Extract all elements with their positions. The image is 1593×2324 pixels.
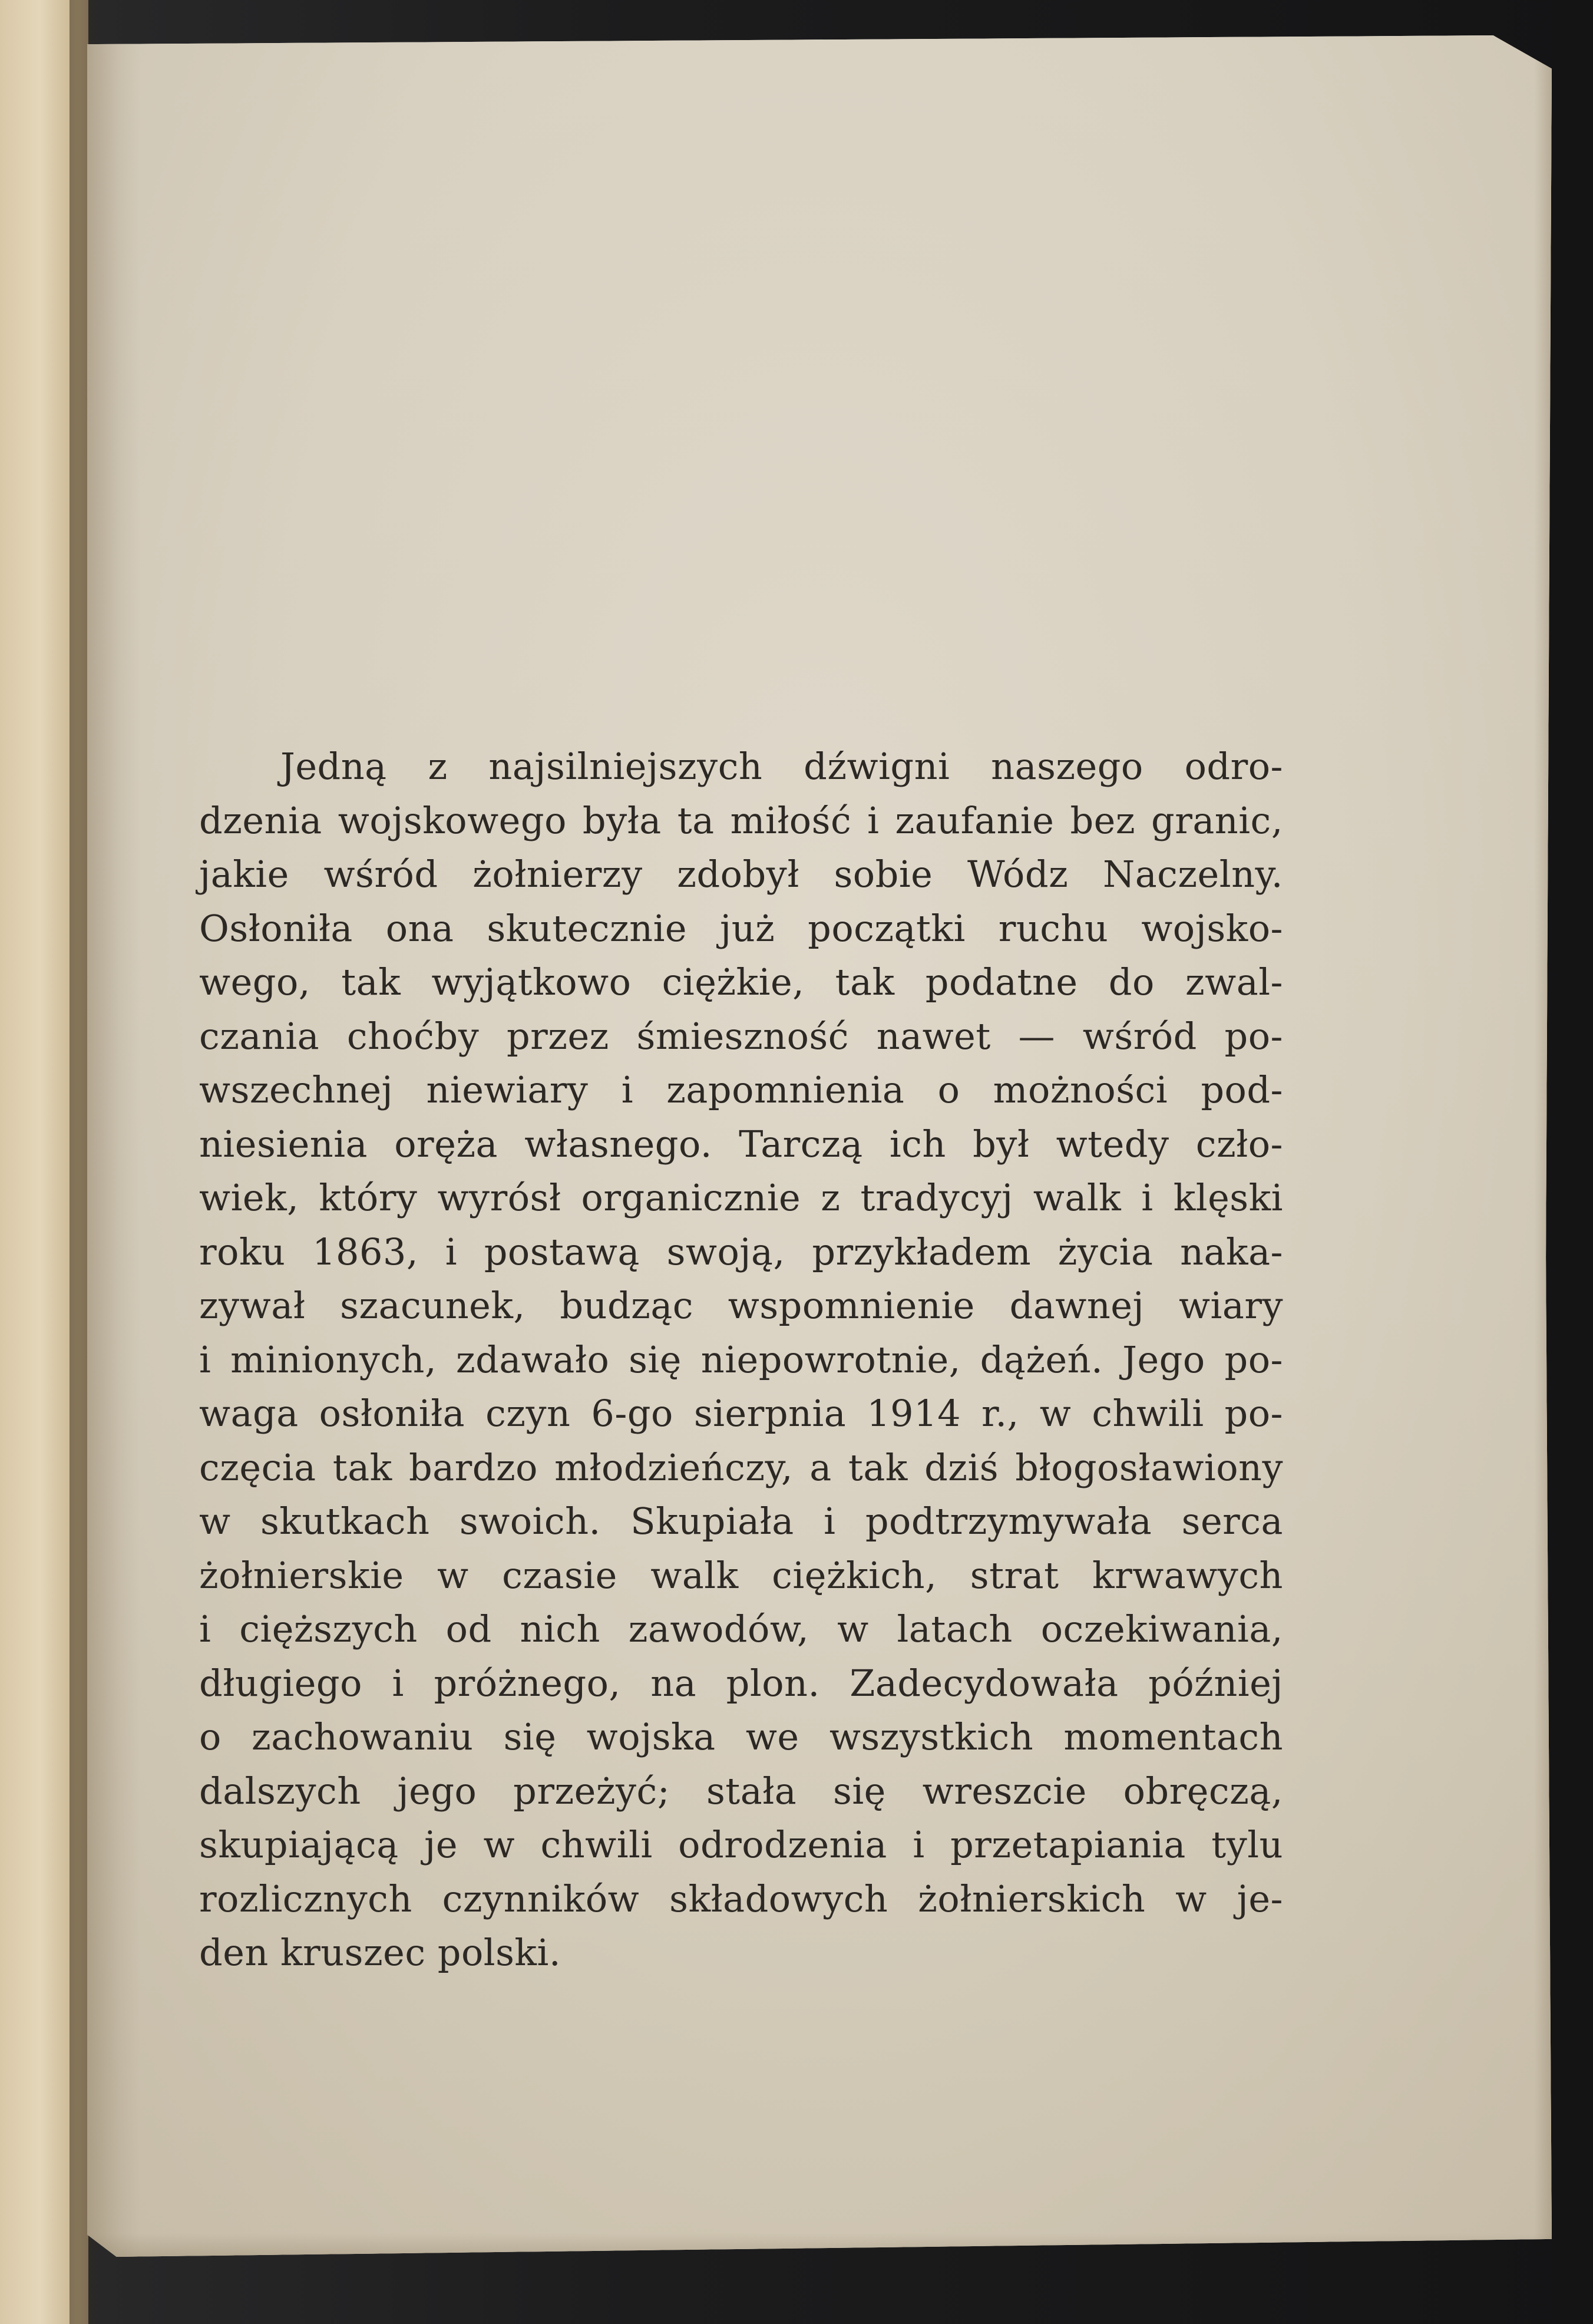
paragraph-line: w skutkach swoich. Skupiała i podtrzymywała serca — [199, 1500, 1283, 1543]
paragraph-line: Jedną z najsilniejszych dźwigni naszego odro- — [280, 745, 1283, 788]
paragraph-line: o zachowaniu się wojska we wszystkich momentach — [199, 1715, 1283, 1758]
paragraph-line: i minionych, zdawało się niepowrotnie, dążeń. Jego po- — [199, 1338, 1283, 1381]
paragraph-line: czania choćby przez śmieszność nawet — wśród po- — [199, 1014, 1283, 1058]
paragraph-line: zywał szacunek, budząc wspomnienie dawnej wiary — [199, 1284, 1283, 1327]
paragraph-line: dalszych jego przeżyć; stała się wreszcie obręczą, — [199, 1769, 1283, 1813]
page-gutter-shading — [87, 35, 140, 2257]
paragraph-line: den kruszec polski. — [199, 1931, 561, 1974]
paragraph-line: wego, tak wyjątkowo ciężkie, tak podatne do zwal- — [199, 960, 1283, 1003]
paragraph-line: wszechnej niewiary i zapomnienia o możności pod- — [199, 1068, 1283, 1111]
paragraph-line: i cięższych od nich zawodów, w latach oczekiwania, — [199, 1607, 1283, 1650]
paragraph-line: niesienia oręża własnego. Tarczą ich był wtedy czło- — [199, 1122, 1283, 1166]
paragraph-line: Osłoniła ona skutecznie już początki ruchu wojsko- — [199, 906, 1283, 950]
paragraph-line: jakie wśród żołnierzy zdobył sobie Wódz Naczelny. — [199, 853, 1283, 896]
paragraph-line: żołnierskie w czasie walk ciężkich, strat krwawych — [199, 1553, 1283, 1597]
paragraph-line: rozlicznych czynników składowych żołnierskich w je- — [199, 1877, 1283, 1920]
paragraph-line: waga osłoniła czyn 6-go sierpnia 1914 r., w chwili po- — [199, 1392, 1283, 1435]
paragraph-line: dzenia wojskowego była ta miłość i zaufanie bez granic, — [199, 798, 1283, 842]
body-paragraph — [199, 740, 1283, 1980]
paragraph-line: częcia tak bardzo młodzieńczy, a tak dziś błogosławiony — [199, 1445, 1283, 1489]
paragraph-line: roku 1863, i postawą swoją, przykładem życia naka- — [199, 1230, 1283, 1273]
paragraph-line: skupiającą je w chwili odrodzenia i przetapiania tylu — [199, 1823, 1283, 1866]
paragraph-line: długiego i próżnego, na plon. Zadecydowała później — [199, 1661, 1283, 1705]
paragraph-line: wiek, który wyrósł organicznie z tradycyj walk i klęski — [199, 1176, 1283, 1219]
